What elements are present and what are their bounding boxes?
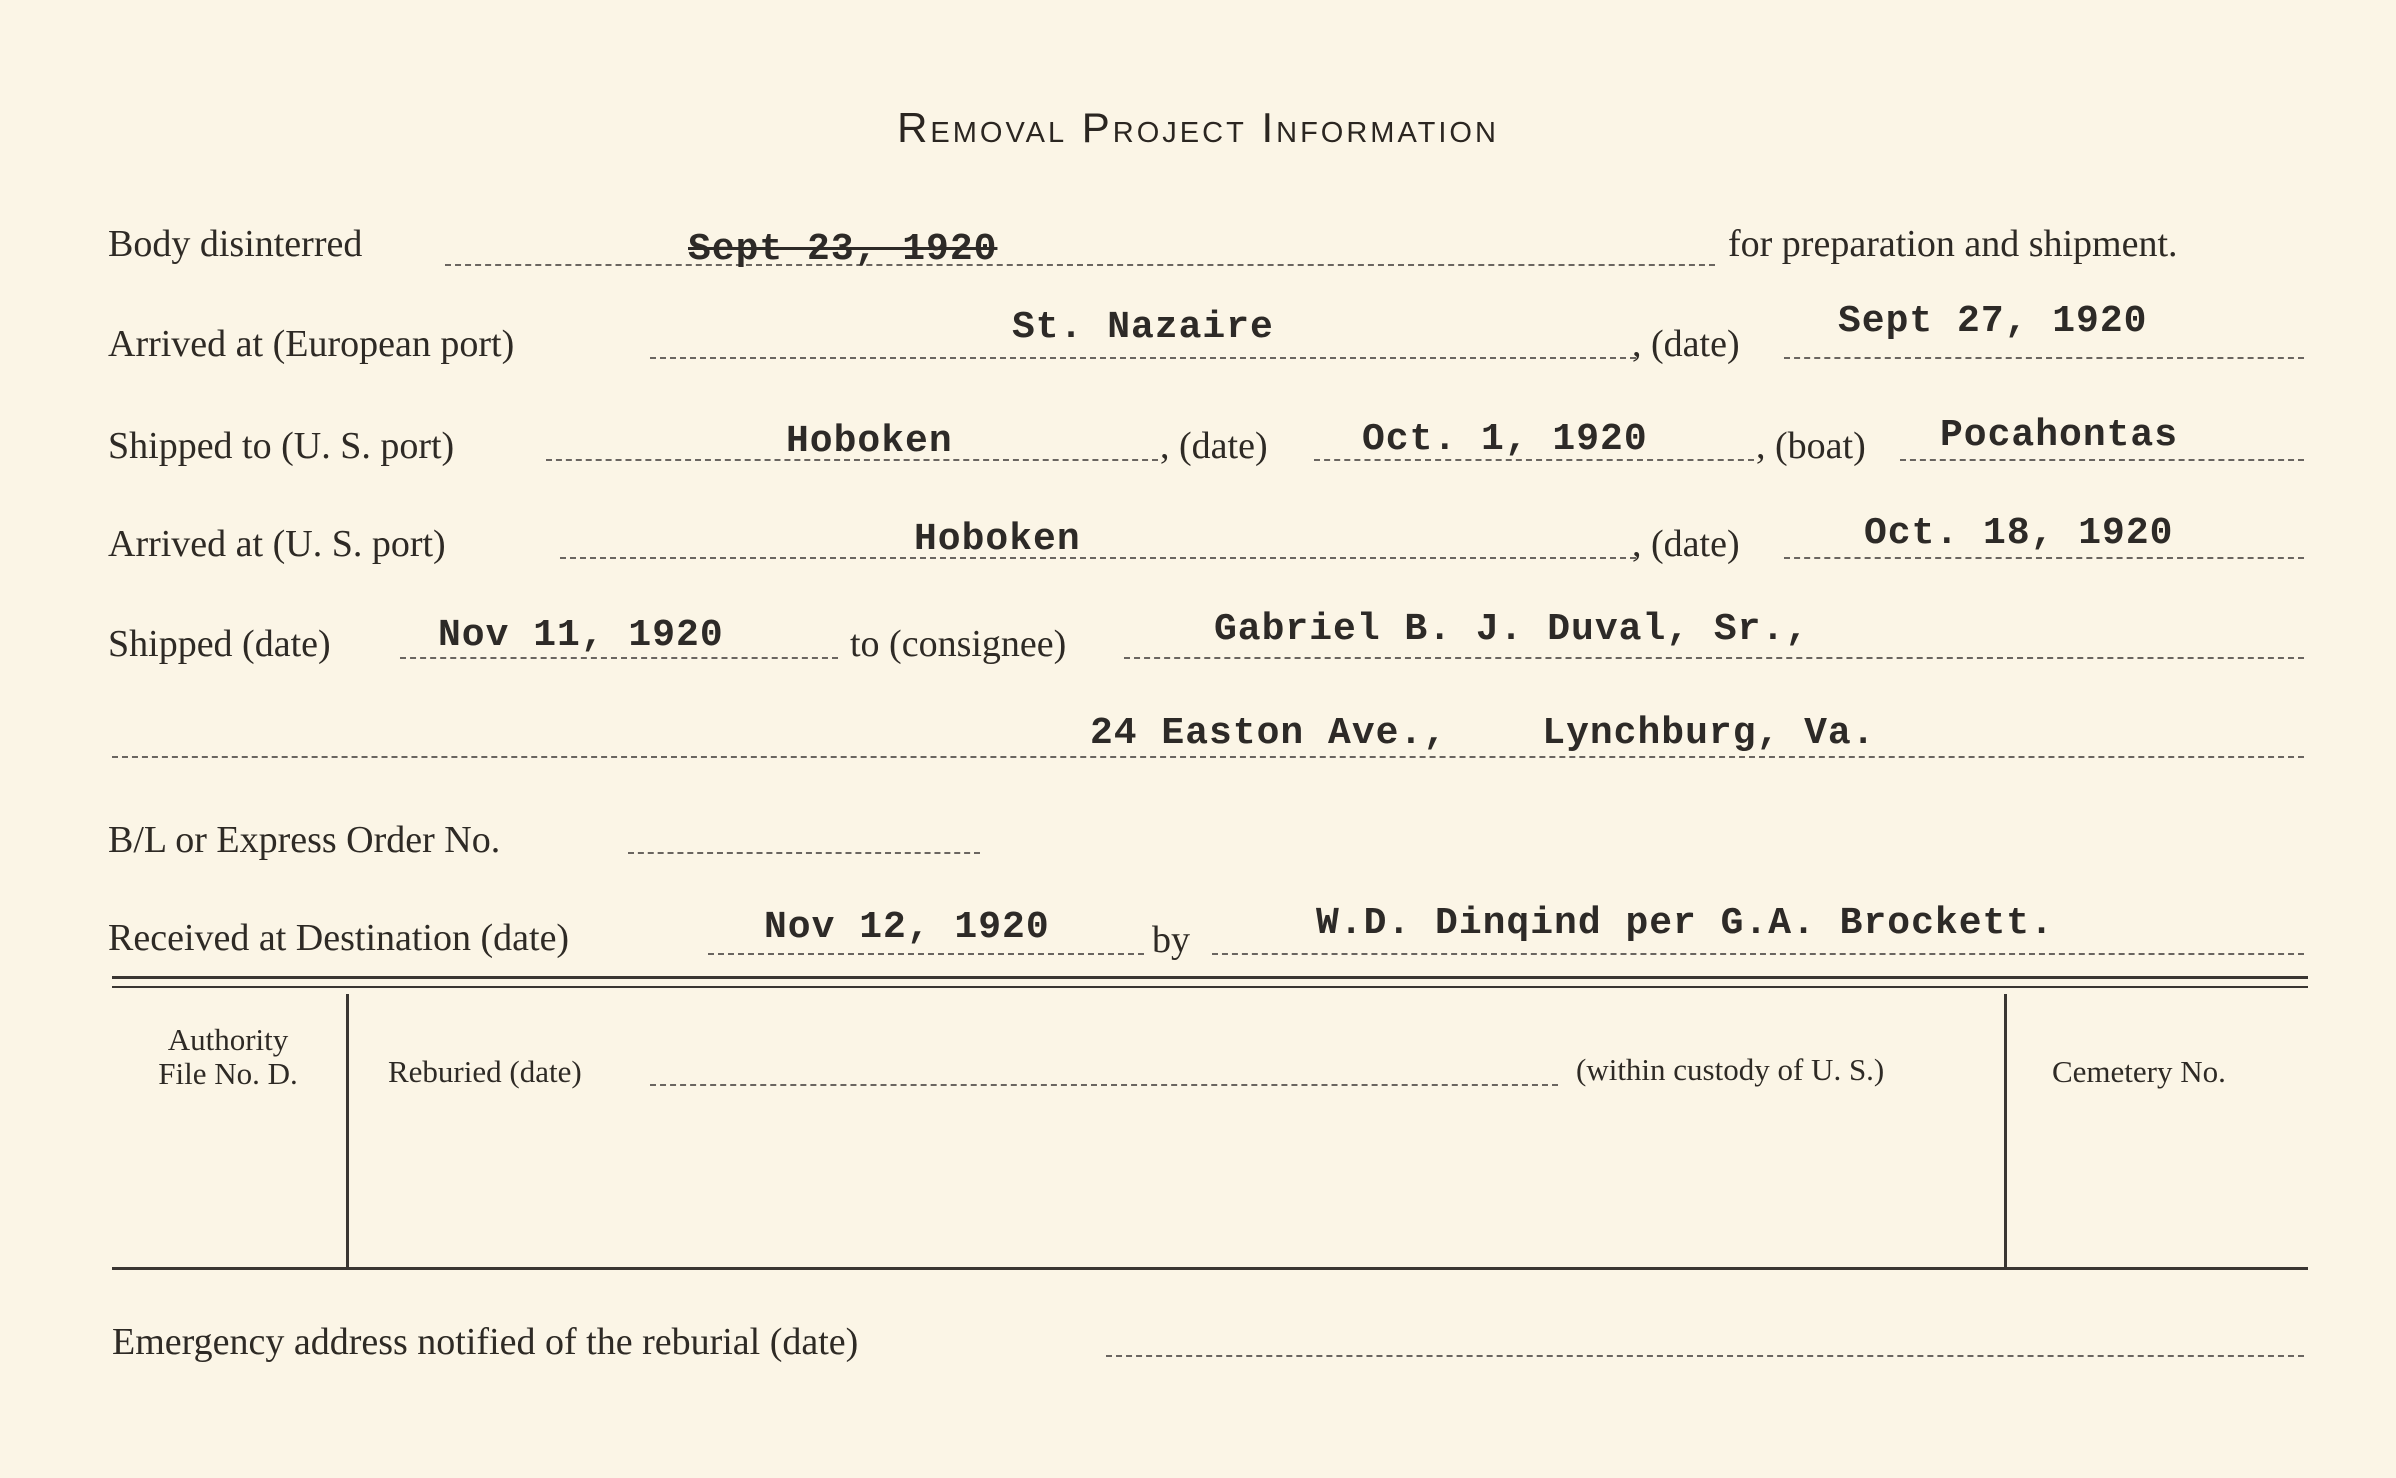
received-date-line	[708, 953, 1144, 955]
address-line	[112, 756, 2304, 758]
table-divider-right	[2004, 994, 2007, 1268]
arrived-eu-date-label: , (date)	[1632, 323, 1740, 365]
shipped-us-boat-line	[1900, 459, 2304, 461]
table-divider-left	[346, 994, 349, 1268]
shipped-date-value: Nov 11, 1920	[438, 614, 724, 657]
consignee-value: Gabriel B. J. Duval, Sr.,	[1214, 608, 1810, 651]
shipped-date-line	[400, 657, 838, 659]
custody-label: (within custody of U. S.)	[1576, 1052, 1885, 1087]
arrived-us-port: Hoboken	[914, 518, 1081, 561]
arrived-eu-line	[650, 357, 1636, 359]
shipped-date-label: Shipped (date)	[108, 623, 331, 665]
cemetery-label: Cemetery No.	[2052, 1054, 2226, 1089]
table-top-rule-2	[112, 986, 2308, 988]
received-by-label: by	[1152, 919, 1190, 961]
shipped-us-label: Shipped to (U. S. port)	[108, 425, 455, 467]
shipped-us-boat-label: , (boat)	[1756, 425, 1866, 467]
disinterred-line	[445, 264, 1715, 266]
authority-label-1: Authority	[167, 1022, 289, 1057]
received-date: Nov 12, 1920	[764, 906, 1050, 949]
arrived-us-date-label: , (date)	[1632, 523, 1740, 565]
received-by: W.D. Dinqind per G.A. Brockett.	[1316, 902, 2054, 945]
consignee-line	[1124, 657, 2304, 659]
arrived-eu-date: Sept 27, 1920	[1838, 300, 2148, 343]
address-value: 24 Easton Ave., Lynchburg, Va.	[1090, 712, 1876, 755]
shipped-us-port: Hoboken	[786, 420, 953, 463]
shipped-us-date-label: , (date)	[1160, 425, 1268, 467]
shipped-us-date: Oct. 1, 1920	[1362, 418, 1648, 461]
bl-line	[628, 852, 980, 854]
authority-label-2: File No. D.	[158, 1056, 298, 1091]
disinterred-suffix: for preparation and shipment.	[1728, 223, 2178, 265]
disinterred-value: Sept 23, 1920	[688, 228, 998, 271]
arrived-us-label: Arrived at (U. S. port)	[108, 523, 446, 565]
disinterred-label: Body disinterred	[108, 223, 363, 265]
emergency-label: Emergency address notified of the reburial (date)	[112, 1321, 859, 1363]
consignee-label: to (consignee)	[850, 623, 1067, 665]
arrived-us-date-line	[1784, 557, 2304, 559]
received-label: Received at Destination (date)	[108, 917, 570, 959]
table-top-rule-1	[112, 976, 2308, 979]
bl-label: B/L or Express Order No.	[108, 819, 501, 861]
received-by-line	[1212, 953, 2304, 955]
arrived-us-line	[560, 557, 1636, 559]
arrived-eu-label: Arrived at (European port)	[108, 323, 515, 365]
reburied-line	[650, 1084, 1558, 1086]
card-title: Removal Project Information	[897, 104, 1499, 151]
table-bottom-rule	[112, 1267, 2308, 1270]
reburied-label: Reburied (date)	[388, 1054, 582, 1089]
arrived-eu-date-line	[1784, 357, 2304, 359]
shipped-us-boat: Pocahontas	[1940, 414, 2179, 457]
arrived-eu-port: St. Nazaire	[1012, 306, 1274, 349]
arrived-us-date: Oct. 18, 1920	[1864, 512, 2174, 555]
emergency-line	[1106, 1355, 2304, 1357]
